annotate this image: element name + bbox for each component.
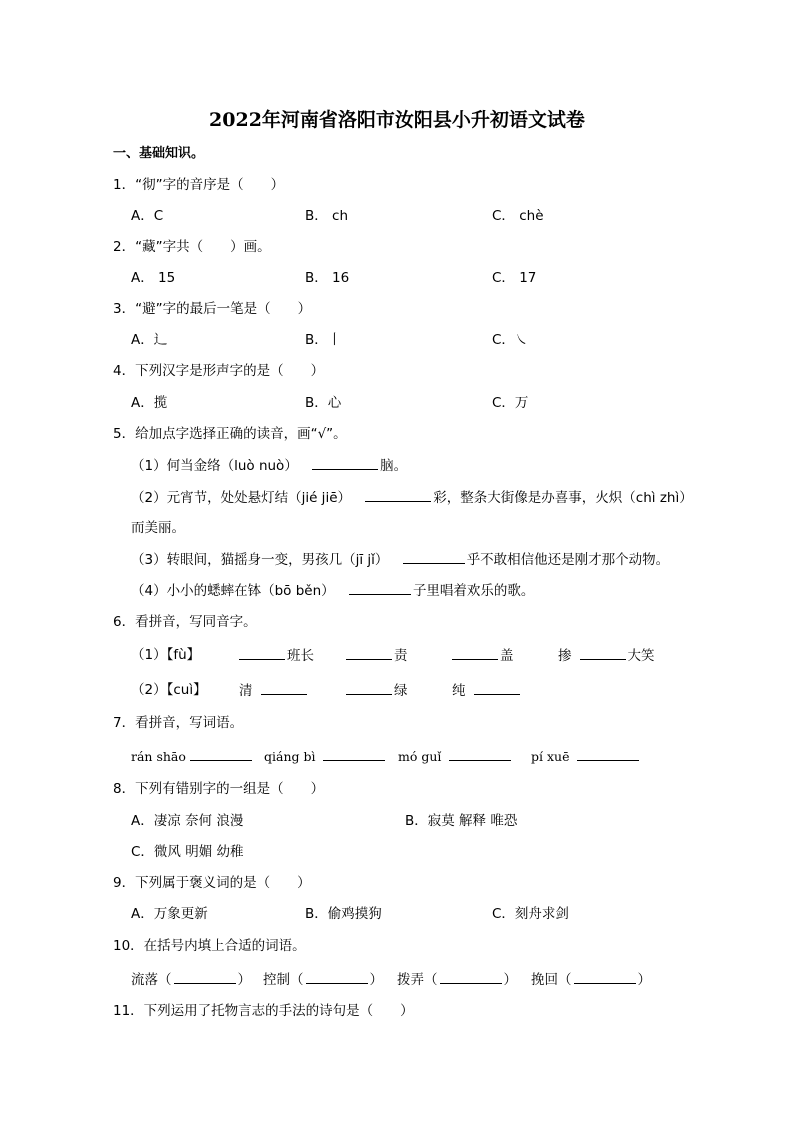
answer-blank[interactable] [312, 456, 378, 470]
question-2-option-b: B． 16 [305, 270, 350, 286]
answer-blank[interactable] [239, 646, 285, 660]
question-8-stem: 8．下列有错别字的一组是（ ） [113, 781, 325, 797]
question-6-row-2-label: （2）【cuì】 [131, 682, 207, 698]
question-2-stem: 2．“藏”字共（ ）画。 [113, 239, 271, 255]
answer-blank[interactable] [190, 747, 252, 761]
answer-blank[interactable] [346, 681, 392, 695]
answer-blank[interactable] [365, 488, 431, 502]
item-text: 盖 [500, 648, 514, 664]
answer-blank[interactable] [440, 970, 502, 984]
answer-blank[interactable] [580, 646, 626, 660]
question-1-option-c: C． chè [492, 208, 544, 224]
item-text: 班长 [287, 648, 314, 664]
question-7-item-4 [531, 747, 639, 766]
question-6-row-1-item-2 [346, 646, 408, 665]
answer-blank[interactable] [261, 681, 307, 695]
question-6-row-1-item-1 [239, 646, 314, 665]
question-7-stem: 7．看拼音，写词语。 [113, 715, 244, 731]
question-5-item-1 [131, 456, 407, 475]
question-11-stem: 11．下列运用了托物言志的手法的诗句是（ ） [113, 1003, 414, 1019]
question-8-option-b: B．寂莫 解释 唯恐 [405, 813, 518, 829]
pinyin-text: rán shāo [131, 749, 186, 764]
question-5-item-3 [131, 550, 669, 569]
question-6-stem: 6．看拼音，写同音字。 [113, 614, 257, 630]
item-text: 大笑 [627, 648, 655, 664]
item-text: 控制 [263, 972, 290, 988]
item-text: 拨弄 [397, 972, 424, 988]
question-4-stem: 4．下列汉字是形声字的是（ ） [113, 363, 325, 379]
answer-blank[interactable] [449, 747, 511, 761]
pinyin-text: qiáng bì [264, 749, 316, 764]
page-title: 2022年河南省洛阳市汝阳县小升初语文试卷 [209, 109, 585, 131]
question-7-item-2 [264, 747, 385, 766]
question-10-item-1: 流落（ ） [131, 972, 251, 988]
answer-blank[interactable] [349, 581, 411, 595]
answer-blank[interactable] [403, 550, 465, 564]
answer-blank[interactable] [574, 970, 636, 984]
section-heading: 一、基础知识。 [113, 146, 205, 161]
item-text: （4）小小的蟋蟀在钵（bō běn） [131, 583, 335, 599]
question-2-option-a: A． 15 [131, 270, 176, 286]
question-6-row-2-item-2 [346, 681, 408, 700]
item-text: 乎不敢相信他还是刚才那个动物。 [466, 552, 670, 568]
question-2-option-c: C． 17 [492, 270, 537, 286]
item-text: 纯 [452, 683, 466, 699]
question-8-option-c: C．微风 明媚 幼稚 [131, 844, 244, 860]
question-6-row-1-item-4 [558, 646, 655, 665]
item-text: 子里唱着欢乐的歌。 [412, 583, 535, 599]
question-7-item-1 [131, 747, 252, 766]
question-5-stem: 5．给加点字选择正确的读音，画“√”。 [113, 426, 347, 442]
question-5-item-2-continued: 而美丽。 [131, 520, 185, 536]
item-text: 挽回 [531, 972, 558, 988]
item-text: （1）何当金络（luò nuò） [131, 458, 298, 474]
item-text: 清 [239, 683, 253, 699]
question-4-option-a: A．揽 [131, 395, 168, 411]
question-9-stem: 9．下列属于褒义词的是（ ） [113, 875, 311, 891]
question-1-option-a: A．C [131, 208, 164, 224]
question-9-option-b: B．偷鸡摸狗 [305, 906, 382, 922]
answer-blank[interactable] [174, 970, 236, 984]
item-text: 绿 [394, 683, 408, 699]
question-3-option-c: C．㇏ [492, 332, 529, 348]
answer-blank[interactable] [346, 646, 392, 660]
question-4-option-c: C．万 [492, 395, 529, 411]
question-6-row-2-item-1 [239, 681, 307, 700]
pinyin-text: mó guǐ [398, 749, 442, 764]
item-text: 脑。 [380, 458, 408, 474]
item-text: 彩，整条大街像是办喜事，火炽（chì zhì） [433, 490, 693, 506]
question-8-option-a: A．凄凉 奈何 浪漫 [131, 813, 244, 829]
answer-blank[interactable] [452, 646, 498, 660]
question-10-item-2: 控制（ ） [263, 972, 383, 988]
question-1-stem: 1．“彻”字的音序是（ ） [113, 177, 285, 193]
answer-blank[interactable] [323, 747, 385, 761]
item-text: （2）元宵节，处处悬灯结（jié jiē） [131, 490, 351, 506]
item-text: 责 [394, 648, 408, 664]
answer-blank[interactable] [577, 747, 639, 761]
question-5-item-2 [131, 488, 693, 507]
question-7-item-3 [398, 747, 511, 766]
question-9-option-c: C．刻舟求剑 [492, 906, 569, 922]
question-10-item-4: 挽回（ ） [531, 972, 651, 988]
question-3-option-b: B．丨 [305, 332, 342, 348]
question-5-item-4 [131, 581, 534, 600]
item-text: （3）转眼间，猫摇身一变，男孩几（jī jǐ） [131, 552, 389, 568]
question-4-option-b: B．心 [305, 395, 342, 411]
question-1-option-b: B． ch [305, 208, 349, 224]
answer-blank[interactable] [474, 681, 520, 695]
question-3-option-a: A．辶 [131, 332, 168, 348]
answer-blank[interactable] [306, 970, 368, 984]
question-10-item-3: 拨弄（ ） [397, 972, 517, 988]
question-6-row-1-item-3 [452, 646, 514, 665]
question-3-stem: 3．“避”字的最后一笔是（ ） [113, 301, 312, 317]
pinyin-text: pí xuē [531, 749, 570, 764]
question-6-row-2-item-3 [452, 681, 520, 700]
item-text: 流落 [131, 972, 158, 988]
question-9-option-a: A．万象更新 [131, 906, 208, 922]
question-10-stem: 10．在括号内填上合适的词语。 [113, 938, 306, 954]
question-6-row-1-label: （1）【fù】 [131, 647, 201, 663]
item-text: 掺 [558, 648, 572, 664]
